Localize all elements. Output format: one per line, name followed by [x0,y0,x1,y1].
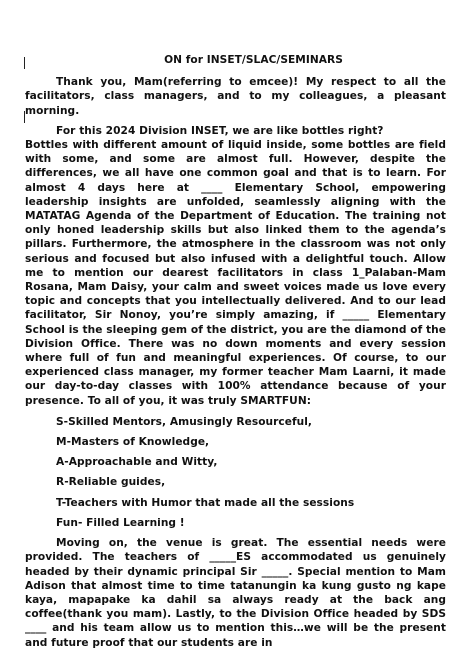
document-title: ON for INSET/SLAC/SEMINARS [164,54,343,66]
acronym-line-s: S-Skilled Mentors, Amusingly Resourceful, [56,415,312,428]
document-body [25,53,446,656]
paragraph-bottles-intro: For this 2024 Division INSET, we are like bottles right? [56,124,384,137]
paragraph-venue: Moving on, the venue is great. The essential needs were provided. The teachers of _____ES accommodated us genuinely headed by their dynamic principal Sir _____. Special mention to Mam Adison that almost time to time tatanungin ka kung gusto ng kape kaya, mapapake ka dahil sa always ready at the back ang coffee(thank you mam). Lastly, to the Division Office headed by SDS ____ and his team allow us to mention this…we will be the present and future proof that our students are in [25,537,446,649]
acronym-line-m: M-Masters of Knowledge, [56,436,210,449]
paragraph-greeting: Thank you, Mam(referring to emcee)! My respect to all the facilitators, class managers, and to my colleagues, a pleasant morning. [25,76,446,117]
acronym-line-a: A-Approachable and Witty, [56,456,218,469]
acronym-line-fun: Fun- Filled Learning ! [56,516,185,529]
acronym-line-t: T-Teachers with Humor that made all the sessions [56,496,355,509]
paragraph-bottles-body: Bottles with different amount of liquid inside, some bottles are field with some, and some are almost full. However, despite the differences, we all have one common goal and that is to learn. For almost 4 days here at ____ Elementary School, empowering leadership insights are unfolded, seamlessly aligning with the MATATAG Agenda of the Department of Education. The training not only honed leadership skills but also linked them to the agenda’s pillars. Furthermore, the atmosphere in the classroom was not only serious and focused but also infused with a delightful touch. Allow me to mention our dearest facilitators in class 1_Palaban-Mam Rosana, Mam Daisy, your calm and sweet voices made us love every topic and concepts that you intellectually delivered. And to our lead facilitator, Sir Nonoy, you’re simply amazing, if _____ Elementary School is the sleeping gem of the district, you are the diamond of the Division Office. There was no down moments and every session where full of fun and meaningful experiences. Of course, to our experienced class manager, my former teacher Mam Laarni, it made our day-to-day classes with 100% attendance because of your presence. To all of you, it was truly SMARTFUN: [25,139,446,407]
acronym-line-r: R-Reliable guides, [56,476,166,489]
